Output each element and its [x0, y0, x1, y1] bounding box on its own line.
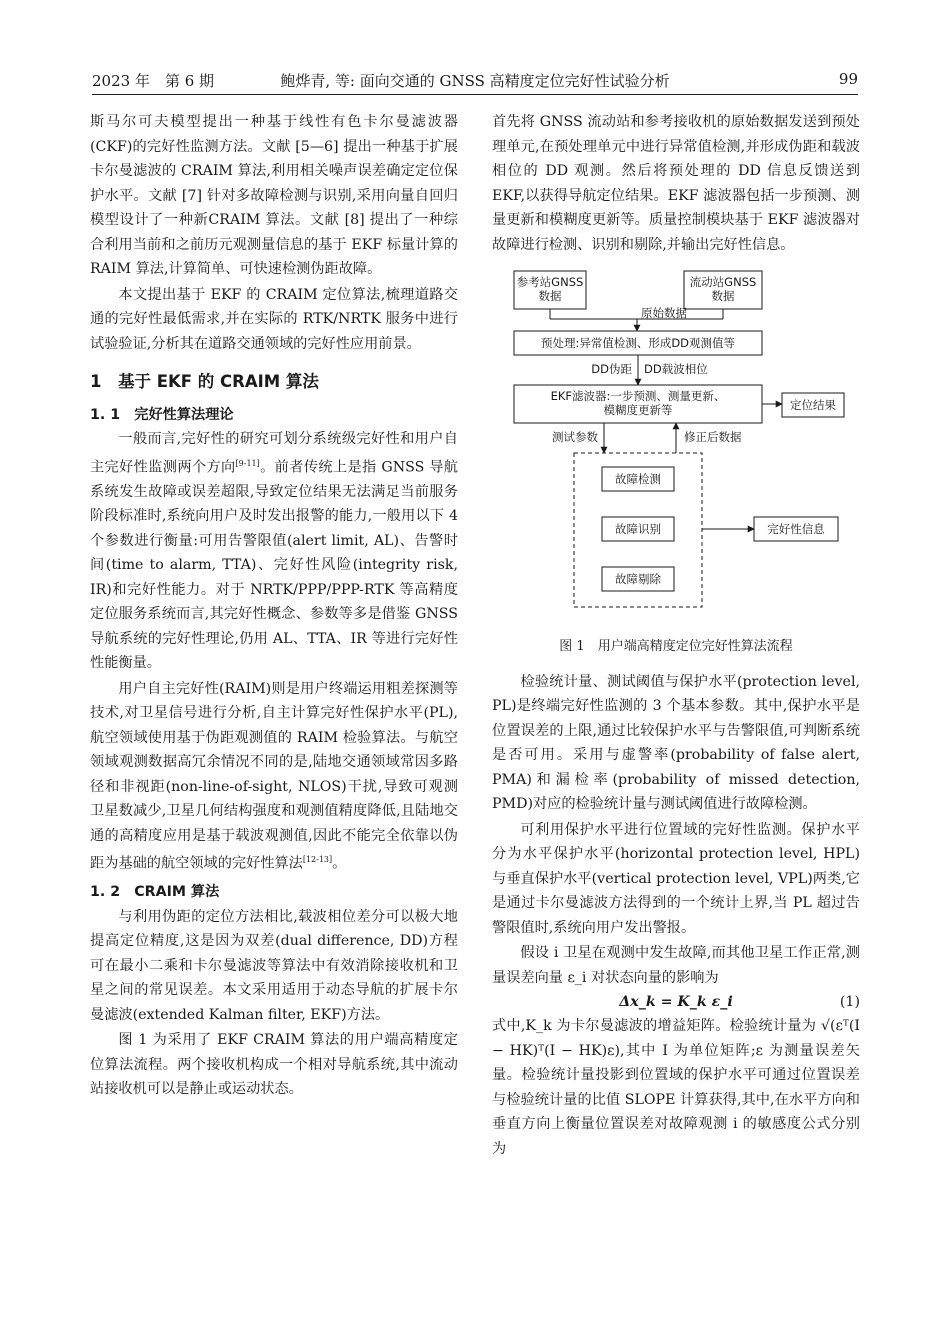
ekf-label: EKF滤波器:一步预测、测量更新、模糊度更新等	[550, 389, 726, 417]
left-column	[90, 110, 458, 1102]
paragraph-text: 。前者传统上是指 GNSS 导航系统发生故障或误差超限,导致定位结果无法满足当前服务阶段标准时,系统向用户及时发出报警的能力,一般用以下 4 个参数进行衡量:可用告警限值(alert limit, AL)、告警时间(time to alarm, TTA)、完好性风险(integrity risk, IR)和完好性能力。对于 NRTK/PPP/PPP-RTK 等高精度定位服务系统而言,其完好性概念、参数等多是借鉴 GNSS 导航系统的完好性理论,仍用 AL、TTA、IR 等进行完好性性能衡量。	[90, 459, 458, 672]
preprocess-label: 预处理:异常值检测、形成DD观测值等	[540, 336, 736, 350]
paragraph: 可利用保护水平进行位置域的完好性监测。保护水平分为水平保护水平(horizontal protection level, HPL)与垂直保护水平(vertical protection level, VPL)两类,它是通过卡尔曼滤波方法得到的一个统计上界,当 PL 超过告警限值时,系统向用户发出警报。	[492, 821, 860, 936]
running-title: 鲍烨青, 等: 面向交通的 GNSS 高精度定位完好性试验分析	[280, 72, 670, 90]
fault-exclude-label: 故障剔除	[615, 572, 661, 586]
figure-1	[492, 267, 860, 629]
fault-detect-label: 故障检测	[615, 472, 661, 486]
paragraph: 本文提出基于 EKF 的 CRAIM 定位算法,梳理道路交通的完好性最低需求,并在实际的 RTK/NRTK 服务中进行试验验证,分析其在道路交通领域的完好性应用前景。	[90, 286, 458, 352]
paragraph: 式中,K_k 为卡尔曼滤波的增益矩阵。检验统计量为 √(εᵀ(I − HK)ᵀ(I − HK)ε),其中 I 为单位矩阵;ε 为测量误差矢量。检验统计量投影到位置域的保护水平可通过位置误差与检验统计量的比值 SLOPE 计算获得,其中,在水平方向和垂直方向上衡量位置误差对故障观测 i 的敏感度公式分别为	[492, 1018, 860, 1157]
paragraph: 首先将 GNSS 流动站和参考接收机的原始数据发送到预处理单元,在预处理单元中进行异常值检测,并形成伪距和载波相位的 DD 观测。然后将预处理的 DD 信息反馈送到 EKF,以获得导航定位结果。EKF 滤波器包括一步预测、测量更新和模糊度更新等。质量控制模块基于 EKF 滤波器对故障进行检测、识别和剔除,并输出完好性信息。	[492, 114, 860, 253]
paragraph: 假设 i 卫星在观测中发生故障,而其他卫星工作正常,测量误差向量 ε_i 对状态向量的影响为	[492, 945, 860, 986]
citation: [9-11]	[235, 458, 260, 468]
rover-station-label: 流动站GNSS 数据	[689, 275, 757, 303]
subsection-heading: 1. 1 完好性算法理论	[90, 406, 234, 423]
paragraph-text: 用户自主完好性(RAIM)则是用户终端运用粗差探测等技术,对卫星信号进行分析,自主计算完好性保护水平(PL),航空领域使用基于伪距观测值的 RAIM 检验算法。与航空领域观测数据高冗余情况不同的是,陆地交通领域常因多路径和非视距(non-line-of-sight, NLOS)干扰,导致可观测卫星数减少,卫星几何结构强度和观测值精度降低,且陆地交通的高精度应用是基于载波观测值,因此不能完全依靠以伪距为基础的航空领域的完好性算法	[90, 680, 458, 872]
integrity-info-label: 完好性信息	[767, 522, 825, 536]
running-header	[92, 66, 858, 95]
ref-station-label: 参考站GNSS 数据	[516, 275, 584, 303]
paragraph: 斯马尔可夫模型提出一种基于线性有色卡尔曼滤波器(CKF)的完好性监测方法。文献 [5—6] 提出一种基于扩展卡尔曼滤波的 CRAIM 算法,利用相关噪声误差确定定位保护水平。文献 [7] 针对多故障检测与识别,采用向量自回归模型设计了一种新CRAIM 算法。文献 [8] 提出了一种综合利用当前和之前历元观测量信息的基于 EKF 标量计算的 RAIM 算法,计算简单、可快速检测伪距故障。	[90, 114, 458, 277]
paragraph-text: 。	[332, 855, 347, 872]
dd-pseudorange-label: DD伪距	[591, 362, 632, 376]
paragraph	[90, 427, 458, 676]
corrected-data-label: 修正后数据	[684, 430, 742, 444]
paragraph	[90, 677, 458, 877]
equation-number: (1)	[839, 994, 860, 1010]
equation-body: Δx_k = K_k ε_i	[619, 994, 733, 1010]
equation-1	[492, 990, 860, 1014]
dd-carrier-label: DD载波相位	[644, 362, 708, 376]
right-column	[492, 110, 860, 1161]
fault-identify-label: 故障识别	[615, 522, 661, 536]
page-number: 99	[838, 70, 858, 88]
position-result-label: 定位结果	[790, 398, 836, 412]
flowchart	[492, 267, 860, 629]
paragraph: 图 1 为采用了 EKF CRAIM 算法的用户端高精度定位算法流程。两个接收机构成一个相对导航系统,其中流动站接收机可以是静止或运动状态。	[90, 1032, 458, 1098]
paragraph: 与利用伪距的定位方法相比,载波相位差分可以极大地提高定位精度,这是因为双差(dual difference, DD)方程可在最小二乘和卡尔曼滤波等算法中有效消除接收机和卫星之间的常见误差。本文采用适用于动态导航的扩展卡尔曼滤波(extended Kalman filter, EKF)方法。	[90, 908, 458, 1023]
citation: [12-13]	[302, 855, 333, 865]
section-heading: 1 基于 EKF 的 CRAIM 算法	[90, 372, 319, 391]
paragraph: 检验统计量、测试阈值与保护水平(protection level, PL)是终端完好性监测的 3 个基本参数。其中,保护水平是位置误差的上限,通过比较保护水平与告警限值,可判断系统是否可用。采用与虚警率(probability of false alert, PMA)和漏检率(probability of missed detection, PMD)对应的检验统计量与测试阈值进行故障检测。	[492, 673, 860, 812]
test-params-label: 测试参数	[552, 430, 598, 444]
paragraph-text: 一般而言,完好性的研究可划分系统级完好性和用户自主完好性监测两个方向	[90, 431, 458, 476]
figure-caption: 图 1 用户端高精度定位完好性算法流程	[559, 639, 793, 654]
raw-data-label: 原始数据	[641, 306, 687, 320]
subsection-heading: 1. 2 CRAIM 算法	[90, 884, 220, 901]
issue-label: 2023 年 第 6 期	[92, 72, 215, 90]
